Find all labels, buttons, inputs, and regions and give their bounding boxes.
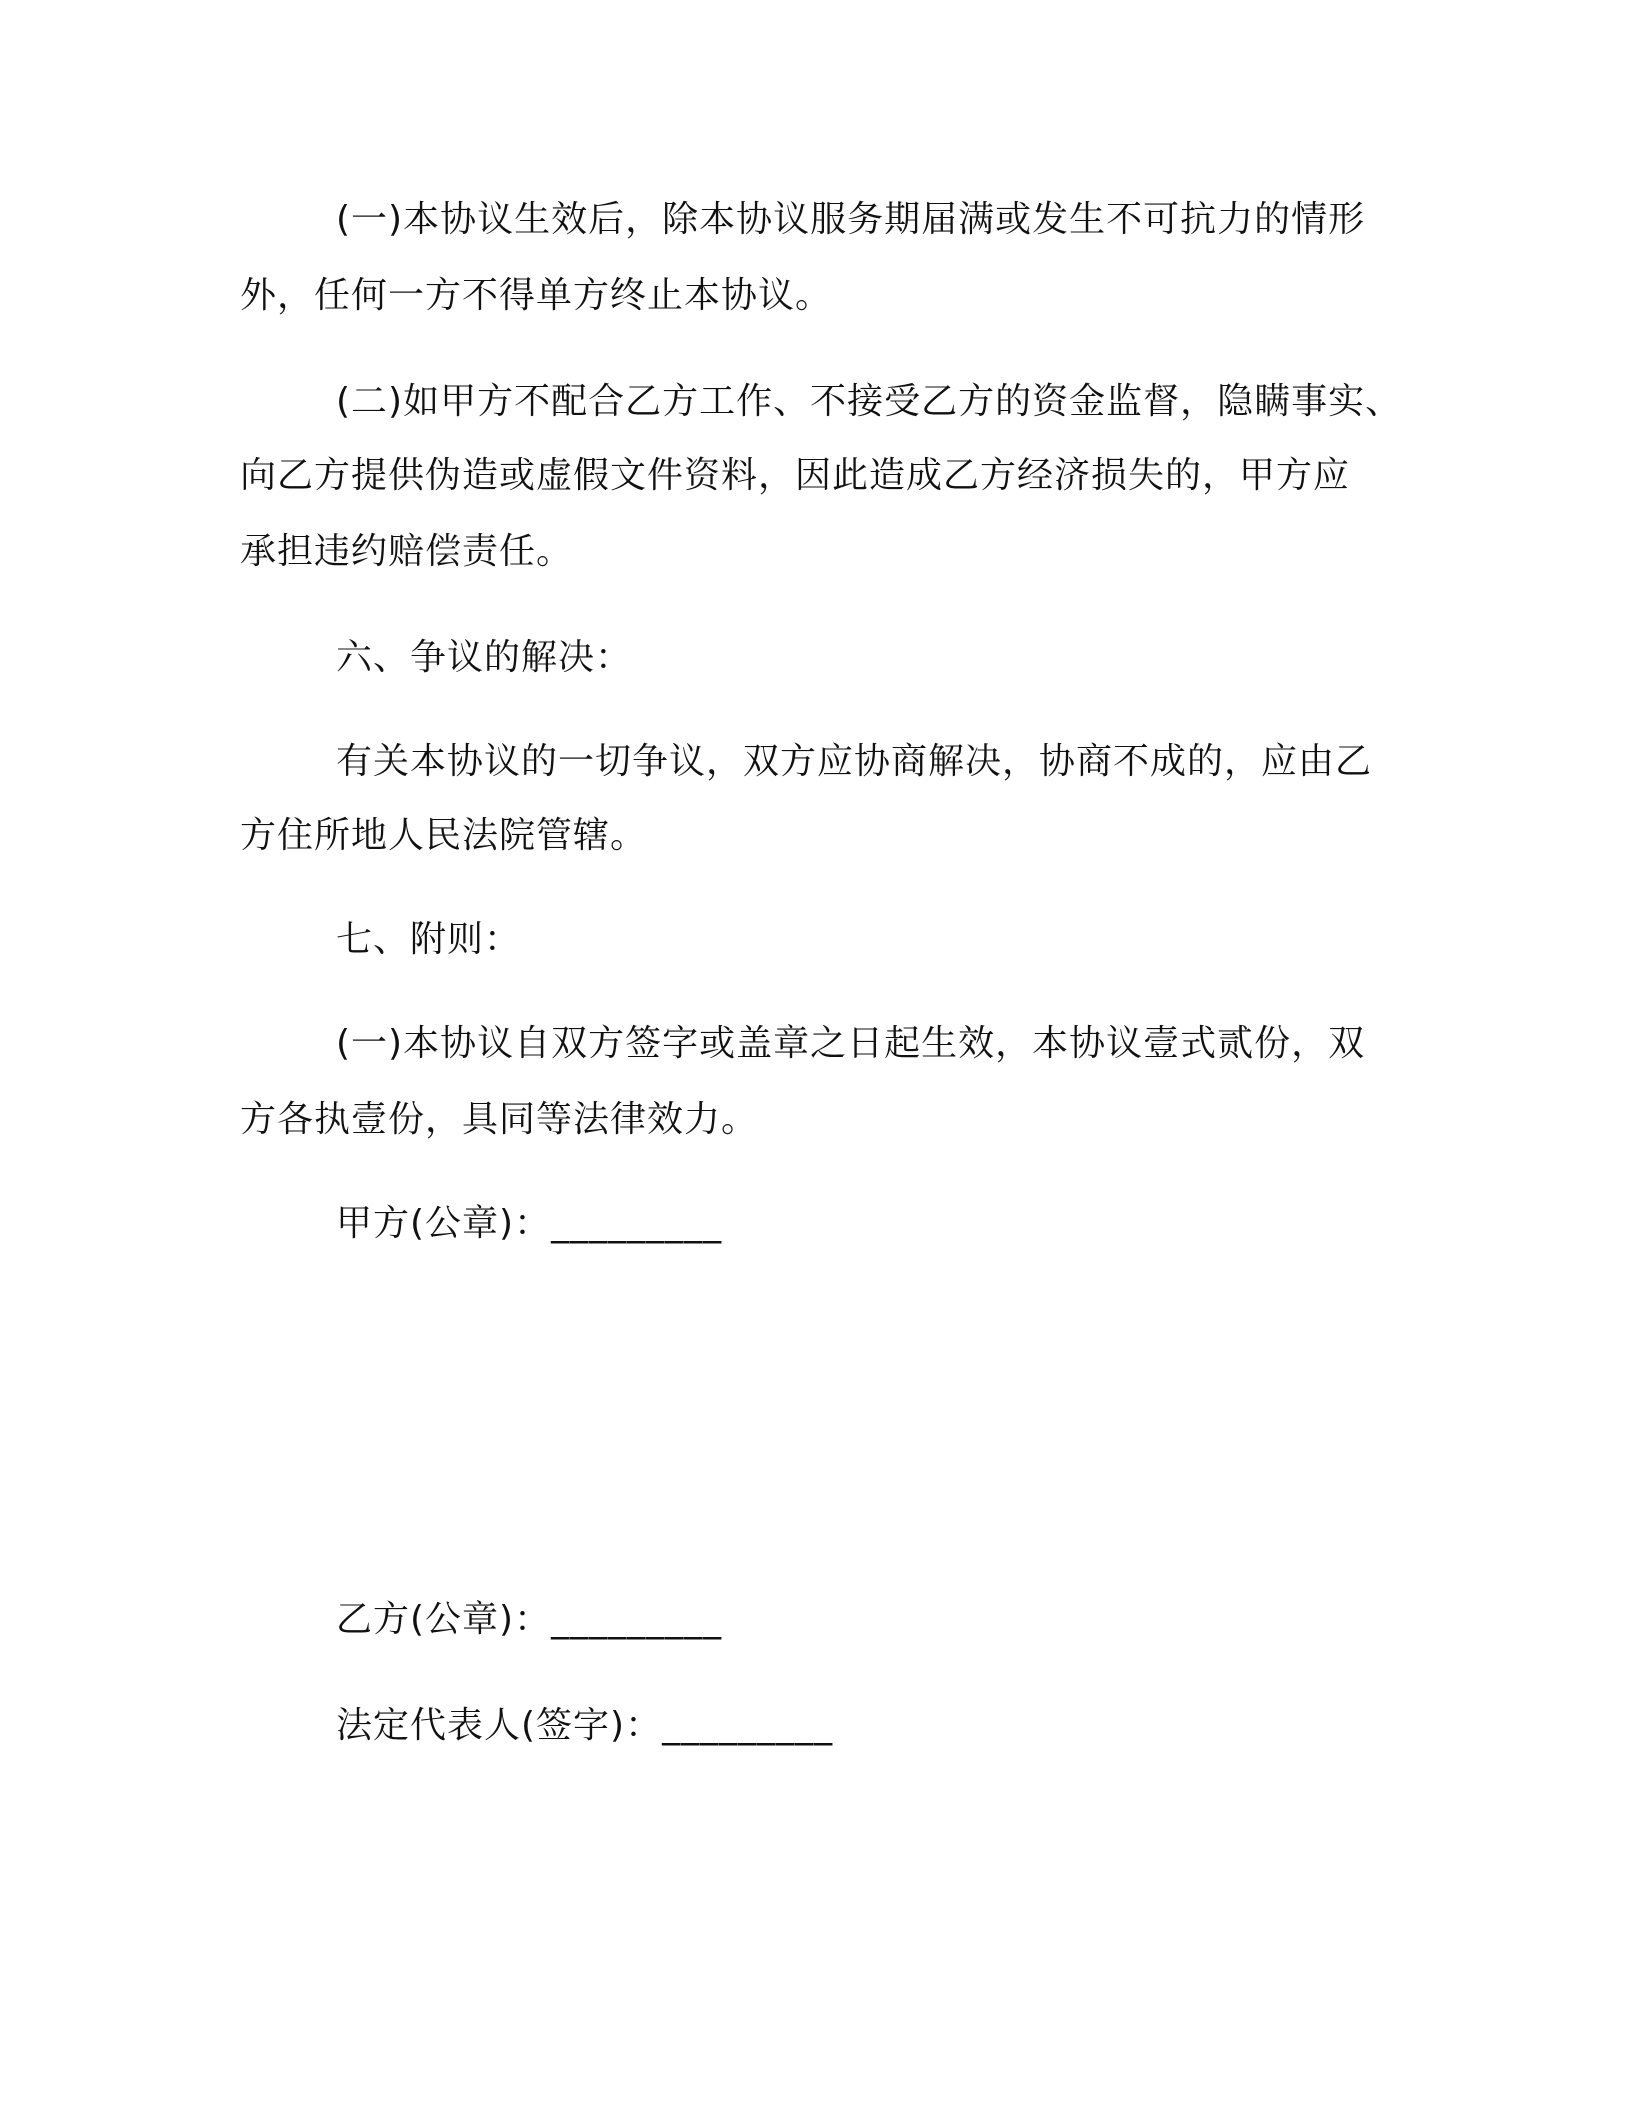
party-a-signature: 甲方(公章)：_________ [336, 1203, 723, 1244]
section6-heading: 六、争议的解决： [336, 637, 633, 678]
section7-heading: 七、附则： [336, 919, 522, 960]
clause5-item2-line1: (二)如甲方不配合乙方工作、不接受乙方的资金监督，隐瞒事实、 [336, 381, 1403, 422]
section6-body-line2: 方住所地人民法院管辖。 [240, 815, 648, 856]
party-b-signature: 乙方(公章)：_________ [336, 1599, 723, 1640]
clause5-item1-line1: (一)本协议生效后，除本协议服务期届满或发生不可抗力的情形 [336, 199, 1366, 240]
legal-representative-signature: 法定代表人(签字)：_________ [336, 1705, 834, 1746]
section7-item1-line2: 方各执壹份，具同等法律效力。 [240, 1099, 759, 1140]
clause5-item2-line2: 向乙方提供伪造或虚假文件资料，因此造成乙方经济损失的，甲方应 [240, 455, 1351, 496]
clause5-item2-line3: 承担违约赔偿责任。 [240, 531, 574, 572]
section6-body-line1: 有关本协议的一切争议，双方应协商解决，协商不成的，应由乙 [336, 741, 1373, 782]
section7-item1-line1: (一)本协议自双方签字或盖章之日起生效，本协议壹式贰份，双 [336, 1023, 1366, 1064]
clause5-item1-line2: 外，任何一方不得单方终止本协议。 [240, 275, 833, 316]
